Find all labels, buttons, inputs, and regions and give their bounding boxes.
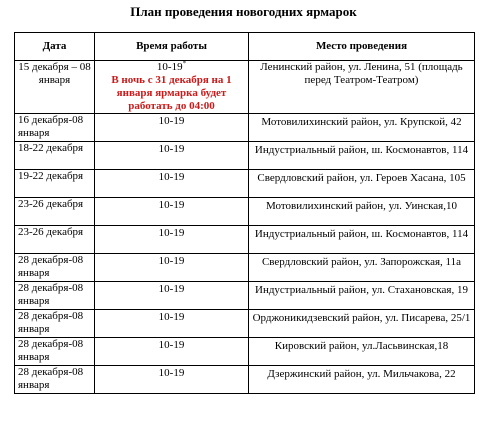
document-title: План проведения новогодних ярмарок — [130, 4, 357, 19]
cell-date: 28 декабря-08 января — [15, 366, 95, 394]
cell-place: Дзержинский район, ул. Мильчакова, 22 — [249, 366, 475, 394]
table-row — [15, 61, 475, 114]
cell-hours — [95, 61, 249, 114]
cell-date: 18-22 декабря — [15, 142, 95, 170]
table-row — [15, 226, 475, 254]
cell-date: 19-22 декабря — [15, 170, 95, 198]
cell-hours: 10-19 — [95, 170, 249, 198]
cell-date: 16 декабря-08 января — [15, 114, 95, 142]
table-row — [15, 366, 475, 394]
cell-date: 15 декабря – 08 января — [15, 61, 95, 114]
hours-value: 10-19 — [156, 61, 183, 73]
cell-date: 23-26 декабря — [15, 226, 95, 254]
cell-hours: 10-19 — [95, 114, 249, 142]
table-row — [15, 170, 475, 198]
cell-place: Индустриальный район, ш. Космонавтов, 114 — [249, 142, 475, 170]
cell-hours: 10-19 — [95, 282, 249, 310]
cell-place: Мотовилихинский район, ул. Уинская,10 — [249, 198, 475, 226]
table-row — [15, 198, 475, 226]
cell-place: Свердловский район, ул. Героев Хасана, 105 — [249, 170, 475, 198]
table-row — [15, 142, 475, 170]
table-row — [15, 254, 475, 282]
table-row — [15, 310, 475, 338]
new-year-night-note: В ночь с 31 декабря на 1 января ярмарка будет работать до 04:00 — [111, 74, 232, 112]
table-row — [15, 282, 475, 310]
table-row — [15, 114, 475, 142]
cell-date: 28 декабря-08 января — [15, 254, 95, 282]
cell-place: Орджоникидзевский район, ул. Писарева, 25/1 — [249, 310, 475, 338]
header-date: Дата — [15, 33, 95, 61]
table-row — [15, 338, 475, 366]
cell-date: 28 декабря-08 января — [15, 310, 95, 338]
cell-date: 23-26 декабря — [15, 198, 95, 226]
header-place: Место проведения — [249, 33, 475, 61]
cell-place: Ленинский район, ул. Ленина, 51 (площадь перед Театром-Театром) — [249, 61, 475, 114]
cell-place: Мотовилихинский район, ул. Крупской, 42 — [249, 114, 475, 142]
cell-hours: 10-19 — [95, 226, 249, 254]
cell-hours: 10-19 — [95, 142, 249, 170]
cell-hours: 10-19 — [95, 310, 249, 338]
cell-place: Кировский район, ул.Ласьвинская,18 — [249, 338, 475, 366]
cell-place: Индустриальный район, ш. Космонавтов, 114 — [249, 226, 475, 254]
cell-hours: 10-19 — [95, 254, 249, 282]
footnote-mark: * — [182, 59, 187, 68]
cell-place: Свердловский район, ул. Запорожская, 11а — [249, 254, 475, 282]
cell-hours: 10-19 — [95, 366, 249, 394]
header-hours: Время работы — [95, 33, 249, 61]
cell-place: Индустриальный район, ул. Стахановская, 19 — [249, 282, 475, 310]
cell-hours: 10-19 — [95, 198, 249, 226]
cell-date: 28 декабря-08 января — [15, 282, 95, 310]
fairs-schedule-table — [14, 32, 475, 394]
cell-date: 28 декабря-08 января — [15, 338, 95, 366]
table-header-row — [15, 33, 475, 61]
cell-hours: 10-19 — [95, 338, 249, 366]
